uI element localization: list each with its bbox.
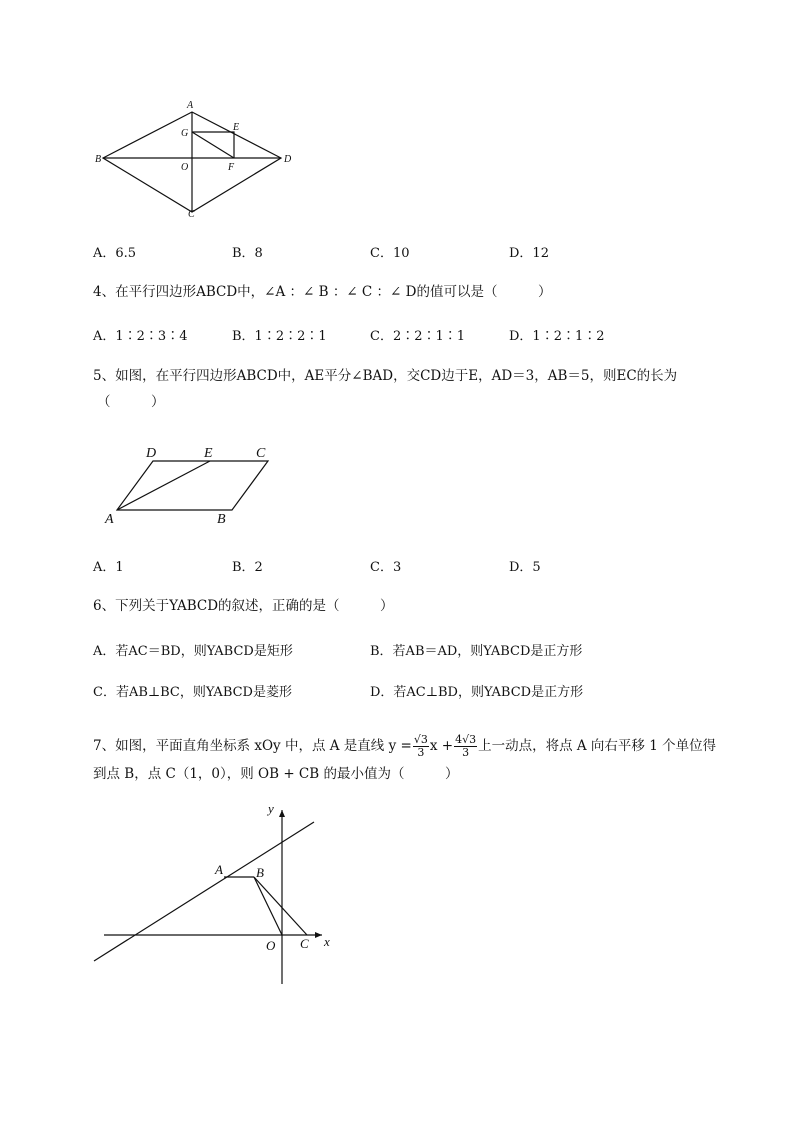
- q3-option-d: D．12: [509, 246, 549, 261]
- q5-label-D: D: [146, 446, 157, 461]
- q7-stem-after: 上一动点，将点 A 向右平移 1 个单位得: [478, 738, 717, 754]
- q3-label-D: D: [284, 154, 292, 165]
- q7-label-B: B: [256, 865, 264, 880]
- q3-label-F: F: [228, 162, 235, 173]
- q5-label-B: B: [217, 512, 226, 527]
- q5-option-c: C．3: [370, 560, 402, 575]
- q3-label-O: O: [181, 162, 189, 173]
- q7-label-y: y: [268, 801, 274, 816]
- q3-option-a: A．6.5: [93, 246, 137, 261]
- q7-fraction-1: [413, 734, 429, 759]
- q7-frac2-denominator: 3: [462, 745, 470, 759]
- q7-label-C: C: [300, 936, 309, 951]
- q5-label-E: E: [204, 446, 213, 461]
- q7-stem-before: 7、如图，平面直角坐标系 xOy 中，点 A 是直线 y =: [93, 738, 412, 754]
- q5-label-C: C: [256, 446, 266, 461]
- q7-coordinate-figure: [90, 798, 340, 988]
- q5-option-a: A．1: [93, 560, 124, 575]
- q7-fraction-2: [454, 734, 477, 759]
- q4-stem: 4、在平行四边形ABCD中，∠A ：∠ B ：∠ C ：∠ D的值可以是（ ）: [93, 284, 552, 300]
- q4-option-a: A．1∶2∶3∶4: [93, 329, 188, 344]
- q6-option-a: A．若AC＝BD，则YABCD是矩形: [93, 644, 293, 659]
- q6-stem: 6、下列关于YABCD的叙述，正确的是（ ）: [93, 598, 394, 614]
- q7-stem-line2: 到点 B，点 C（1，0），则 OB + CB 的最小值为（ ）: [93, 766, 459, 782]
- q3-label-E: E: [233, 122, 240, 133]
- q7-frac1-numerator: √3: [413, 732, 428, 746]
- q5-option-d: D．5: [509, 560, 541, 575]
- q3-option-c: C．10: [370, 246, 410, 261]
- q5-stem-line2: （ ）: [97, 394, 165, 410]
- q3-label-C: C: [188, 209, 195, 220]
- q5-label-A: A: [105, 512, 114, 527]
- q5-option-b: B．2: [232, 560, 263, 575]
- q3-rhombus-figure: [95, 100, 305, 220]
- q7-label-A: A: [215, 862, 223, 877]
- q7-frac1-denominator: 3: [417, 745, 425, 759]
- q3-label-A: A: [187, 100, 194, 111]
- q5-parallelogram-figure: [100, 443, 290, 528]
- q7-stem-line1: [93, 726, 716, 766]
- q3-label-G: G: [181, 128, 189, 139]
- q5-stem-line1: 5、如图，在平行四边形ABCD中，AE平分∠BAD，交CD边于E，AD＝3，AB＝5，则EC的长为: [93, 368, 678, 384]
- q7-frac2-numerator: 4√3: [455, 732, 477, 746]
- q6-option-b: B．若AB＝AD，则YABCD是正方形: [370, 644, 583, 659]
- q7-label-x: x: [324, 934, 330, 949]
- q4-option-b: B．1∶2∶2∶1: [232, 329, 327, 344]
- q4-option-d: D．1∶2∶1∶2: [509, 329, 605, 344]
- q7-stem-mid: x +: [429, 738, 454, 754]
- q3-option-b: B．8: [232, 246, 263, 261]
- q6-option-c: C．若AB⊥BC，则YABCD是菱形: [93, 685, 292, 700]
- q3-label-B: B: [95, 154, 102, 165]
- q4-option-c: C．2∶2∶1∶1: [370, 329, 466, 344]
- q6-option-d: D．若AC⊥BD，则YABCD是正方形: [370, 685, 584, 700]
- q7-label-O: O: [266, 938, 276, 953]
